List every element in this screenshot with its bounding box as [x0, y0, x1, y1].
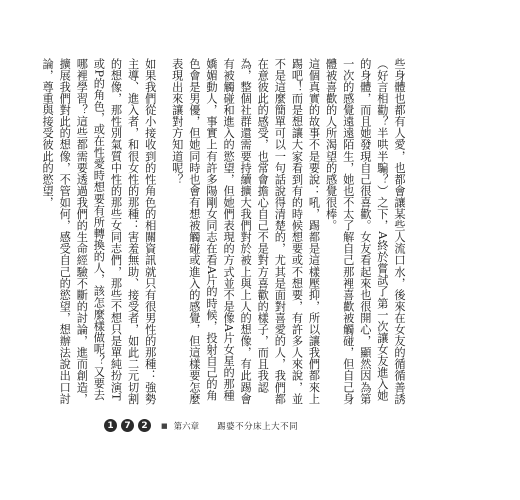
chapter-marker-icon: ■ [161, 421, 168, 430]
running-head: 踢婆不分床上大不同 [217, 421, 299, 432]
chapter-label: 第六章 [173, 421, 200, 432]
body-text [41, 58, 408, 410]
page-number-digit: 7 [121, 419, 134, 432]
paragraph: 這個真實的故事不是要說：吼，踢都是這樣壓抑，所以讓我們都來上踢吧！而是想讓大家看到有的時候想要或不想要，有許多人來說，並不是這麼簡單可以一句話說得清楚的，尤其是面對喜愛的人，我們都在意彼此的感受，也常會擔心自己不是對方喜歡的樣子，而且我認為，整個社群還需要持續擴大我們對於被上與上人的想像，有此踢會有被觸碰和進入的慾望，但她們表現的方式並不是像A片女星的那種嬌媚動人，事實上有許多陽剛女同志在看A片的時候，投射自己的角色會是男優，但她同時也會有想被觸碰或進入的感覺，但這樣要怎麼表現出來讓對方知道呢？ [170, 58, 321, 405]
page-number-digit: 1 [104, 419, 117, 432]
paragraph: 如果我們從小接收到的性角色的相關資訊就只有很男性的那種：強勢主導、進入者，和很女性的那種：害羞無助、接受者，如此二元切割的想像，那性別氣質中性的那些女同志們，那些不想只是單純扮演T或P的角色，或在性愛時想要有所轉換的人，該怎麼樣做呢？又要去哪裡學習？這些都需要透過我們的生命經驗不斷的討論，進而創造，擴展我們對此的想像，不管如何，感受自己的慾望，想辦法說出口討論，尊重與接受彼此的慾望， [41, 58, 157, 405]
page-number-digit: 2 [138, 419, 151, 432]
paragraph: 些身體也都有人愛，也都會讓某些人流口水，後來在女友的循循善誘（好言相勸？半哄半騙？）之下，A終於嘗試了第一次讓女友進入她的身體，而且她發現自己很喜歡。女友看起來也很開心，顯然因為第一次的感覺遠遠陌生，她也不太了解自己那裡喜歡被觸碰，但自己身體被喜歡的人所渴望的感覺很棒。 [324, 58, 406, 405]
page-footer [104, 419, 298, 432]
